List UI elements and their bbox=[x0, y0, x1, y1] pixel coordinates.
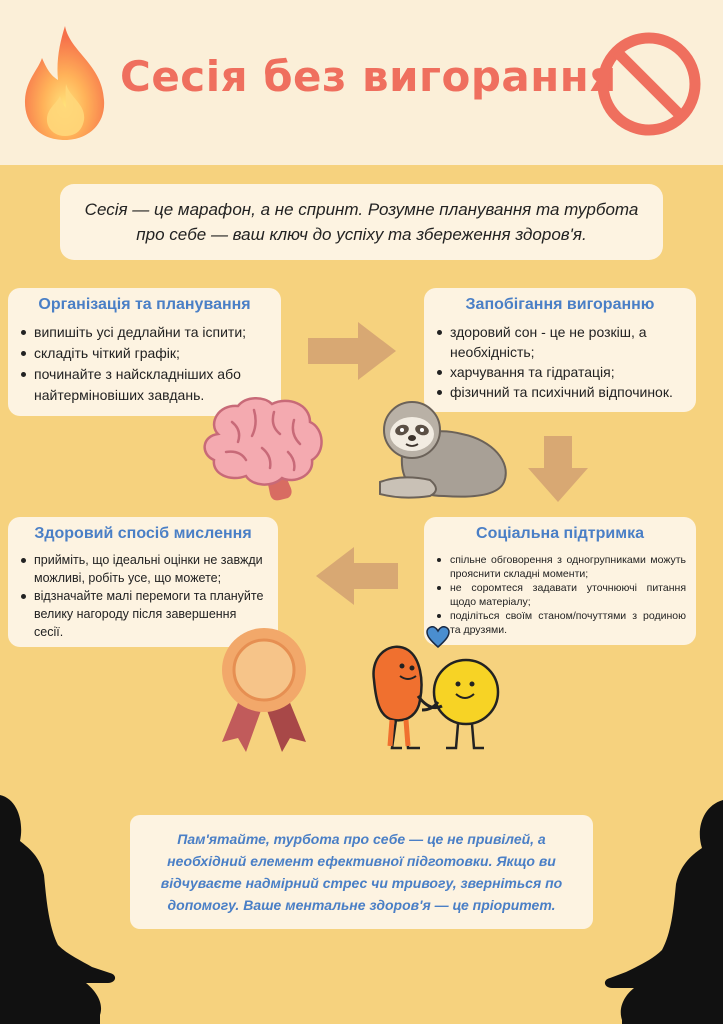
fire-icon bbox=[20, 22, 110, 142]
card-list bbox=[434, 322, 686, 402]
meditating-silhouette-icon bbox=[598, 800, 723, 1024]
medal-icon bbox=[216, 626, 312, 756]
card-title: Соціальна підтримка bbox=[476, 525, 644, 542]
intro-box bbox=[60, 184, 663, 260]
arrow-right-icon bbox=[308, 322, 396, 380]
card-list bbox=[434, 553, 686, 637]
list-item: складіть чіткий графік; bbox=[18, 343, 271, 364]
list-item: прийміть, що ідеальні оцінки не завжди можливі, робіть усе, що можете; bbox=[18, 551, 268, 587]
card-title: Здоровий спосіб мислення bbox=[34, 525, 252, 542]
list-item: поділіться своїм станом/почуттями з родиною та друзями. bbox=[434, 609, 686, 637]
list-item: випишіть усі дедлайни та іспити; bbox=[18, 322, 271, 343]
meditating-silhouette-icon bbox=[0, 795, 125, 1024]
page-title: Сесія без вигорання bbox=[120, 52, 617, 101]
footer-text: Пам'ятайте, турбота про себе — це не привілей, а необхідний елемент ефективної підготовки. Якщо ви відчуваєте надмірний стрес чи тривогу, зверніться по допомогу. Ваше ментальне здоров'я — це пріоритет. bbox=[160, 831, 563, 913]
list-item: харчування та гідратація; bbox=[434, 362, 686, 382]
list-item: здоровий сон - це не розкіш, а необхідність; bbox=[434, 322, 686, 362]
arrow-left-icon bbox=[316, 547, 398, 605]
card-social-support bbox=[424, 517, 696, 645]
card-title: Запобігання вигоранню bbox=[465, 296, 655, 313]
list-item: спільне обговорення з одногрупниками можуть прояснити складні моменти; bbox=[434, 553, 686, 581]
list-item: відзначайте малі перемоги та плануйте велику нагороду після завершення сесії. bbox=[18, 587, 268, 641]
sloth-icon bbox=[372, 396, 514, 500]
card-title: Організація та планування bbox=[38, 296, 251, 313]
intro-text: Сесія — це марафон, а не спринт. Розумне планування та турбота про себе — ваш ключ до успіху та збереження здоров'я. bbox=[84, 200, 639, 244]
card-burnout-prevention bbox=[424, 288, 696, 412]
list-item: починайте з найскладніших або найтерміновіших завдань. bbox=[18, 364, 271, 406]
brain-icon bbox=[198, 394, 328, 506]
prohibited-icon bbox=[595, 30, 703, 138]
arrow-down-icon bbox=[528, 436, 588, 502]
list-item: не соромтеся задавати уточнюючі питання щодо матеріалу; bbox=[434, 581, 686, 609]
footer-note-box bbox=[130, 815, 593, 929]
holding-hands-figures-icon bbox=[362, 636, 512, 756]
list-item: фізичний та психічний відпочинок. bbox=[434, 382, 686, 402]
